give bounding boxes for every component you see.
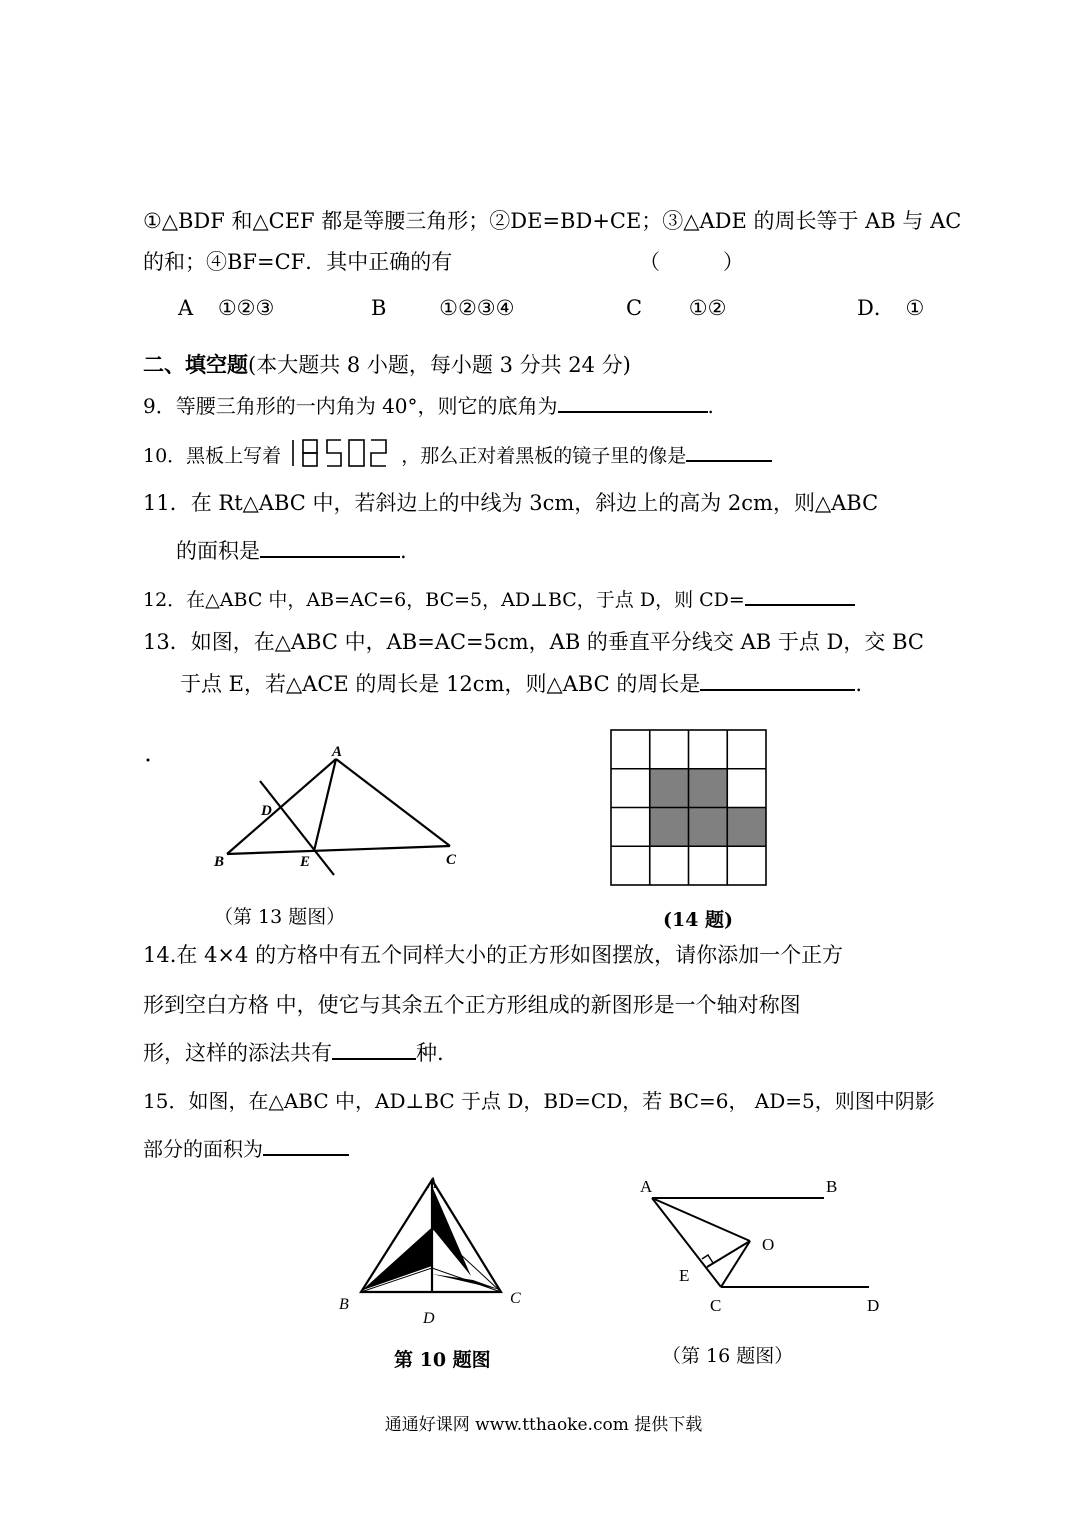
q12-text: 12．在△ABC 中，AB=AC=6，BC=5，AD⊥BC，于点 D，则 CD= [143, 589, 745, 611]
label-b: B [214, 854, 225, 870]
q15-line2 [143, 1134, 349, 1163]
q13-line2 [180, 669, 862, 698]
q8-option-b [371, 294, 514, 322]
q11-line2 [176, 536, 407, 565]
figure-14-caption: (14 题) [663, 909, 734, 931]
q10-answer-blank[interactable] [686, 440, 772, 462]
q15-line2-text: 部分的面积为 [143, 1137, 263, 1161]
q13-line1: 13．如图，在△ABC 中，AB=AC=5cm，AB 的垂直平分线交 AB 于点 D，交 BC [143, 630, 924, 654]
shaded-cell [650, 769, 689, 808]
figure-16 [630, 1168, 890, 1318]
q8-answer-paren: （ ） [638, 250, 744, 274]
label-a: A [427, 1175, 437, 1192]
segment-ao [652, 1198, 750, 1241]
label-c: C [446, 852, 457, 868]
q14-line2: 形到空白方格 中，使它与其余五个正方形组成的新图形是一个轴对称图 [143, 993, 801, 1017]
figure-10-caption: 第 10 题图 [394, 1349, 491, 1371]
label-c: C [510, 1290, 521, 1307]
option-text: ①②③ [217, 296, 275, 320]
q8-option-a [178, 294, 274, 322]
q15-line1: 15．如图，在△ABC 中，AD⊥BC 于点 D，BD=CD，若 BC=6， AD=5，则图中阴影 [143, 1089, 935, 1113]
q15-answer-blank[interactable] [263, 1134, 349, 1156]
figure-10 [333, 1168, 533, 1328]
option-letter: B [371, 296, 387, 320]
shaded-cell [650, 808, 689, 847]
board-digits-drawing [285, 436, 397, 470]
q8-option-c [626, 294, 726, 322]
q11-line1: 11．在 Rt△ABC 中，若斜边上的中线为 3cm，斜边上的高为 2cm，则△ABC [143, 491, 879, 515]
q14-line3-pre: 形，这样的添法共有 [143, 1041, 332, 1065]
q13-answer-blank[interactable] [700, 669, 855, 691]
option-letter: D． [857, 296, 895, 320]
option-letter: A [178, 296, 194, 320]
q10 [143, 436, 772, 478]
q9 [143, 391, 714, 420]
shaded-cell [727, 808, 766, 847]
segment-ae [314, 759, 336, 851]
q12-answer-blank[interactable] [745, 584, 855, 606]
q9-end: . [707, 394, 714, 418]
q13-line2-text: 于点 E，若△ACE 的周长是 12cm，则△ABC 的周长是 [180, 672, 701, 696]
side-ab [227, 759, 336, 854]
segment-co [721, 1241, 750, 1287]
q14-line3 [143, 1038, 444, 1067]
right-angle-mark [702, 1255, 713, 1263]
q10-pre: 10．黑板上写着 [143, 445, 282, 467]
option-letter: C [626, 296, 643, 320]
label-c: C [710, 1296, 722, 1315]
q9-text: 9．等腰三角形的一内角为 40°，则它的底角为 [143, 394, 558, 418]
section-title: 二、填空题 [143, 352, 248, 377]
label-a: A [640, 1177, 653, 1196]
label-b: B [826, 1177, 838, 1196]
segment-oe [707, 1241, 750, 1267]
q14-answer-blank[interactable] [332, 1038, 416, 1060]
section-heading [143, 351, 631, 379]
q11-end: . [400, 539, 407, 563]
side-bc [227, 846, 450, 854]
q10-post: ，那么正对着黑板的镜子里的像是 [401, 445, 687, 467]
label-o: O [762, 1235, 775, 1254]
figure-13 [140, 745, 480, 880]
q8-line2-text: 的和；④BF=CF．其中正确的有 [143, 250, 453, 274]
figure-14-grid [610, 729, 768, 887]
q13-end: . [855, 672, 863, 696]
q8-line2 [143, 248, 744, 276]
label-d: D [261, 803, 272, 819]
perpendicular-bisector [260, 781, 334, 875]
shaded-cell [689, 808, 728, 847]
q11-answer-blank[interactable] [260, 536, 400, 558]
side-ac [336, 759, 450, 846]
option-text: ① [905, 296, 925, 320]
option-text: ①② [688, 296, 727, 320]
section-note: (本大题共 8 小题，每小题 3 分共 24 分) [248, 353, 631, 377]
q8-option-d [857, 294, 924, 322]
shaded-cell [689, 769, 728, 808]
label-a: A [332, 745, 343, 760]
label-d: D [867, 1296, 880, 1315]
q8-line1: ①△BDF 和△CEF 都是等腰三角形；②DE=BD+CE；③△ADE 的周长等于 AB 与 AC [143, 209, 962, 233]
figure-16-caption: （第 16 题图） [662, 1345, 794, 1367]
label-b: B [339, 1296, 349, 1313]
q12 [143, 584, 855, 614]
board-digits [285, 436, 397, 478]
shade-upper-right [432, 1186, 471, 1276]
q11-line2-text: 的面积是 [176, 539, 260, 563]
figure-13-caption: （第 13 题图） [214, 906, 346, 928]
label-d: D [423, 1310, 435, 1327]
stray-dot [147, 759, 150, 762]
option-text: ①②③④ [439, 296, 515, 320]
label-e: E [300, 854, 311, 870]
q14-line3-post: 种. [416, 1041, 444, 1065]
q9-answer-blank[interactable] [558, 391, 708, 413]
label-e: E [679, 1266, 690, 1285]
q14-line1: 14.在 4×4 的方格中有五个同样大小的正方形如图摆放，请你添加一个正方 [143, 943, 844, 967]
page-footer: 通通好课网 www.tthaoke.com 提供下载 [384, 1415, 703, 1435]
